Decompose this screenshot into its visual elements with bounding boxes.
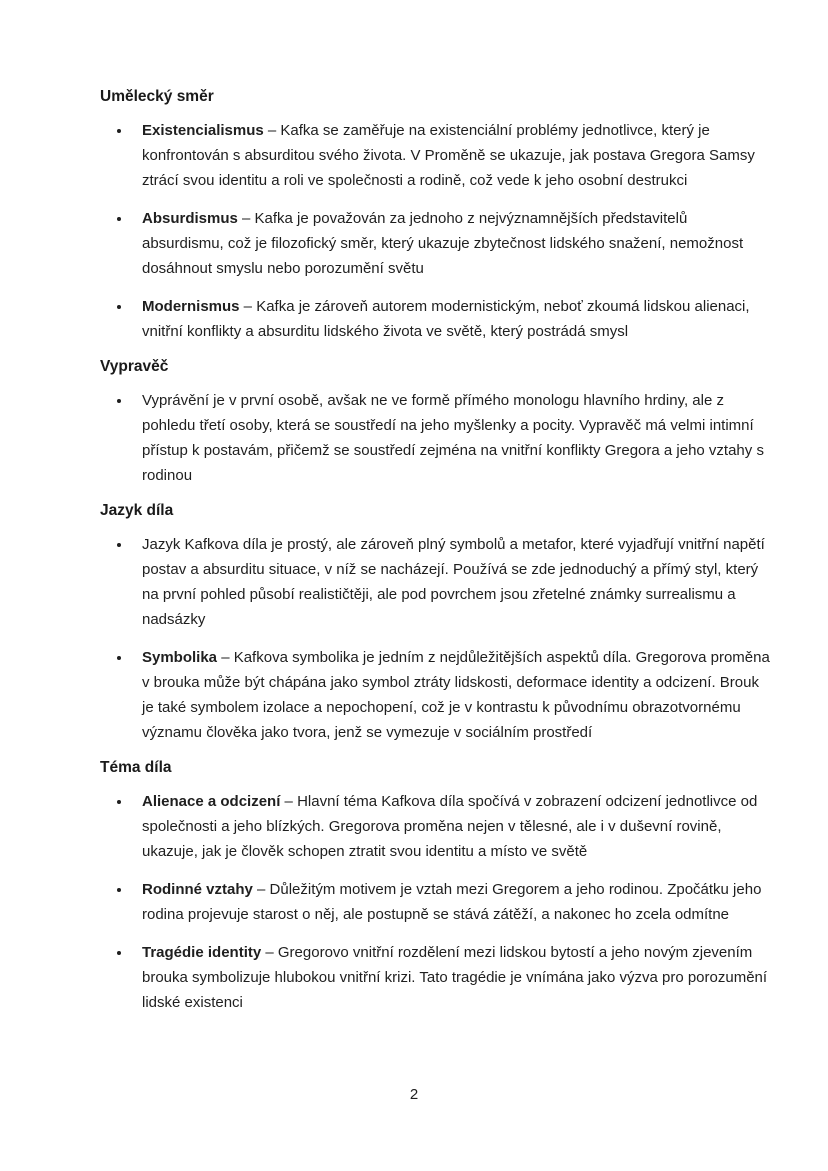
- bullet-list: [100, 789, 773, 1015]
- bullet-lead: Absurdismus: [142, 210, 238, 227]
- section-heading: Jazyk díla: [100, 502, 174, 519]
- bullet-item: [132, 118, 773, 193]
- bullet-item: [132, 789, 773, 864]
- bullet-text: – Důležitým motivem je vztah mezi Gregorem a jeho rodinou. Zpočátku jeho rodina projevuje starost o něj, ale postupně se stává zátěží, a nakonec ho zcela odmítne: [142, 881, 762, 923]
- section-vypravec: [100, 358, 773, 488]
- bullet-lead: Rodinné vztahy: [142, 881, 253, 898]
- page-number: 2: [409, 1086, 419, 1103]
- bullet-text: – Kafka se zaměřuje na existenciální problémy jednotlivce, který je konfrontován s absurditou svého života. V Proměně se ukazuje, jak postava Gregora Samsy ztrácí svou identitu a roli ve společnosti a rodině, což vede k jeho osobní destrukci: [142, 122, 755, 189]
- section-heading: Vypravěč: [100, 358, 169, 375]
- bullet-item: [132, 388, 773, 488]
- section-tema-dila: [100, 759, 773, 1015]
- bullet-item: [132, 294, 773, 344]
- bullet-item: [132, 532, 773, 632]
- bullet-lead: Existencialismus: [142, 122, 264, 139]
- bullet-list: [100, 388, 773, 488]
- bullet-text: – Kafkova symbolika je jedním z nejdůležitějších aspektů díla. Gregorova proměna v brouka může být chápána jako symbol ztráty lidskosti, deformace identity a odcizení. Brouk je také symbolem izolace a nepochopení, což je v kontrastu k původnímu obrazotvornému významu člověka jako tvora, jenž se vymezuje v sociálním prostředí: [142, 649, 770, 741]
- section-umelecky-smer: [100, 88, 773, 344]
- bullet-lead: Symbolika: [142, 649, 218, 666]
- bullet-item: [132, 206, 773, 281]
- bullet-lead: Alienace a odcizení: [142, 793, 281, 810]
- bullet-list: [100, 118, 773, 344]
- bullet-lead: Tragédie identity: [142, 944, 262, 961]
- bullet-list: [100, 532, 773, 745]
- section-heading: Umělecký směr: [100, 88, 214, 105]
- bullet-text: Vyprávění je v první osobě, avšak ne ve formě přímého monologu hlavního hrdiny, ale z pohledu třetí osoby, která se soustředí na jeho myšlenky a pocity. Vypravěč má velmi intimní přístup k postavám, přičemž se soustředí zejména na vnitřní konflikty Gregora a jeho vztahy s rodinou: [142, 392, 764, 484]
- bullet-item: [132, 940, 773, 1015]
- section-jazyk-dila: [100, 502, 773, 745]
- bullet-text: – Hlavní téma Kafkova díla spočívá v zobrazení odcizení jednotlivce od společnosti a jeho blízkých. Gregorova proměna nejen v tělesné, ale i v duševní rovině, ukazuje, jak je člověk schopen ztratit svou identitu a místo ve světě: [142, 793, 758, 860]
- section-heading: Téma díla: [100, 759, 172, 776]
- bullet-text: – Kafka je zároveň autorem modernistickým, neboť zkoumá lidskou alienaci, vnitřní konflikty a absurditu lidského života ve světě, který postrádá smysl: [142, 298, 750, 340]
- bullet-text: – Gregorovo vnitřní rozdělení mezi lidskou bytostí a jeho novým zjevením brouka symbolizuje hlubokou vnitřní krizi. Tato tragédie je vnímána jako výzva pro porozumění lidské existenci: [142, 944, 768, 1011]
- bullet-text: – Kafka je považován za jednoho z nejvýznamnějších představitelů absurdismu, což je filozofický směr, který ukazuje zbytečnost lidského snažení, nemožnost dosáhnout smyslu nebo porozumění světu: [142, 210, 744, 277]
- bullet-lead: Modernismus: [142, 298, 240, 315]
- document-content: [100, 88, 773, 1028]
- bullet-item: [132, 877, 773, 927]
- bullet-text: Jazyk Kafkova díla je prostý, ale zároveň plný symbolů a metafor, které vyjadřují vnitřní napětí postav a absurditu situace, v níž se nacházejí. Používá se zde jednoduchý a přímý styl, který na první pohled působí realističtěji, ale pod povrchem jsou zřetelné známky surrealismu a nadsázky: [142, 536, 765, 628]
- bullet-item: [132, 645, 773, 745]
